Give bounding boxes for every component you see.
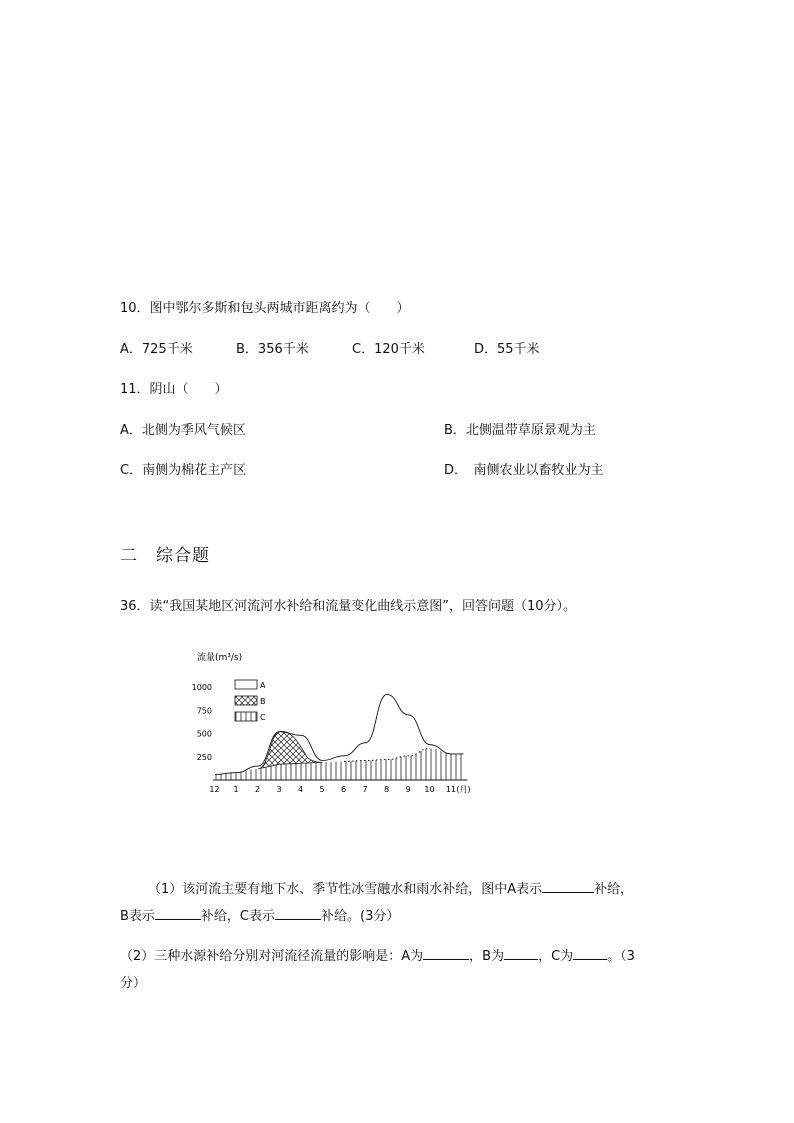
legend-label-b: B xyxy=(260,697,266,706)
q36-p2-text-d: 。（3 xyxy=(607,949,635,964)
legend-swatch-c xyxy=(235,712,257,721)
q36-p1-text-e: 补给。(3分） xyxy=(321,909,400,924)
q36-p2-text-c: ，C为 xyxy=(538,949,574,964)
y-tick-label: 750 xyxy=(196,706,212,716)
x-tick-label: 7 xyxy=(362,785,368,794)
q11-option-a[interactable]: A．北侧为季风气候区 xyxy=(120,423,246,438)
x-tick-label: 6 xyxy=(340,785,347,794)
q10-option-d[interactable]: D．55千米 xyxy=(474,342,540,357)
area-c xyxy=(215,748,464,780)
answer-blank-a[interactable] xyxy=(542,880,594,893)
q36-p1-text-b: 补给， xyxy=(594,882,634,897)
y-tick-label: 1000 xyxy=(191,683,212,692)
q36-part1-line2 xyxy=(120,907,399,926)
x-axis-label: (月) xyxy=(456,785,471,794)
y-tick-label: 500 xyxy=(196,729,212,739)
x-tick-label: 3 xyxy=(276,785,282,794)
x-tick-label: 2 xyxy=(254,785,261,794)
x-tick-label: 11 xyxy=(445,785,457,794)
flow-chart xyxy=(185,640,490,805)
x-tick-label: 8 xyxy=(383,785,390,794)
q36-part1-line1 xyxy=(148,880,633,899)
q36-part2-line1 xyxy=(120,947,635,966)
q36-p2-text-b: ，B为 xyxy=(469,949,505,964)
q36-p1-text-a: （1）该河流主要有地下水、季节性冰雪融水和雨水补给，图中A表示 xyxy=(148,882,543,897)
q11-option-c[interactable]: C．南侧为棉花主产区 xyxy=(120,463,247,478)
answer-blank-effect-a[interactable] xyxy=(423,947,469,960)
q11-stem: 11．阴山（ ） xyxy=(120,382,228,397)
q10-stem: 10．图中鄂尔多斯和包头两城市距离约为（ ） xyxy=(120,301,410,316)
q11-option-b[interactable]: B．北侧温带草原景观为主 xyxy=(444,423,596,438)
x-tick-label: 5 xyxy=(319,785,325,794)
legend-swatch-a xyxy=(235,680,257,689)
x-tick-label: 10 xyxy=(424,785,435,794)
x-tick-label: 4 xyxy=(297,785,304,794)
q11-option-d[interactable]: D． 南侧农业以畜牧业为主 xyxy=(444,463,604,478)
legend-label-a: A xyxy=(260,681,266,690)
answer-blank-c[interactable] xyxy=(275,907,321,920)
legend-label-c: C xyxy=(260,713,266,722)
q10-option-a[interactable]: A．725千米 xyxy=(120,342,193,357)
x-tick-label: 12 xyxy=(209,785,220,794)
answer-blank-effect-b[interactable] xyxy=(504,947,538,960)
answer-blank-b[interactable] xyxy=(155,907,201,920)
legend-swatch-b xyxy=(235,696,257,705)
q36-p1-text-c: B表示 xyxy=(120,909,155,924)
y-axis-label: 流量(m³/s) xyxy=(197,653,243,663)
q36-p1-text-d: 补给，C表示 xyxy=(200,909,275,924)
q36-stem: 36．读“我国某地区河流河水补给和流量变化曲线示意图”，回答问题（10分）。 xyxy=(120,599,577,614)
x-tick-label: 1 xyxy=(233,785,239,794)
answer-blank-effect-c[interactable] xyxy=(573,947,607,960)
q36-part2-line2: 分） xyxy=(120,976,147,991)
x-tick-label: 9 xyxy=(405,785,411,794)
q10-option-b[interactable]: B．356千米 xyxy=(236,342,309,357)
q36-p2-text-a: （2）三种水源补给分别对河流径流量的影响是：A为 xyxy=(120,949,424,964)
y-tick-label: 250 xyxy=(196,752,212,762)
q10-option-c[interactable]: C．120千米 xyxy=(352,342,425,357)
section-title: 二 综合题 xyxy=(120,546,210,566)
